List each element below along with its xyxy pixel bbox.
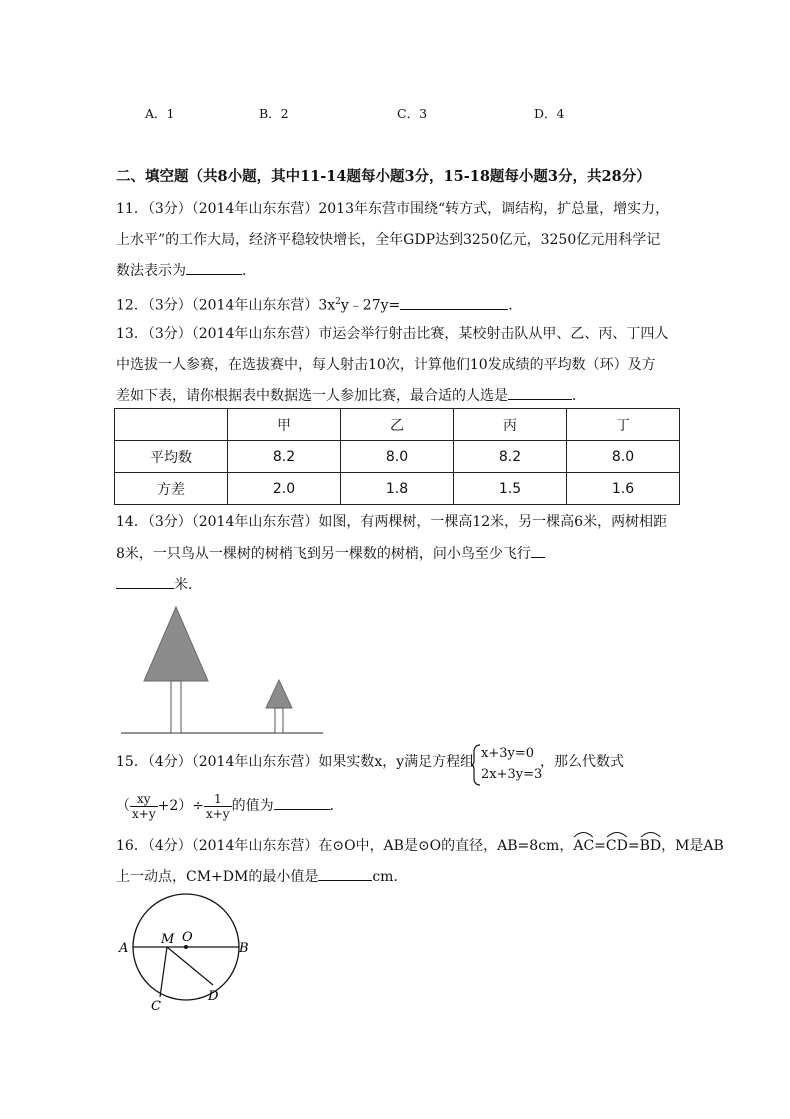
q16-unit: cm．	[372, 869, 408, 885]
arc-icon	[573, 830, 594, 838]
arc-ac	[573, 836, 594, 856]
choice-c: C．3	[397, 106, 428, 121]
table-row	[115, 473, 680, 505]
fraction-one	[204, 792, 232, 821]
table-header-row	[115, 409, 680, 441]
q16-line1	[116, 836, 724, 856]
answer-blank	[274, 795, 330, 810]
q15-value-text: 的值为	[231, 798, 274, 814]
q12-prefix: 12．（3分）（2014年山东东营）3x	[116, 297, 336, 314]
q12-suffix: y﹣27y=	[340, 297, 401, 314]
q13-line2: 中选拔一人参赛，在选拔赛中，每人射击10次，计算他们10发成绩的平均数（环）及方	[116, 357, 656, 373]
q15-plus-two: +2）÷	[157, 798, 204, 814]
arc-bd-label: BD	[639, 838, 662, 854]
q15-suffix: ，那么代数式	[540, 754, 624, 770]
center-point	[184, 945, 188, 949]
q11-line3-text: 数法表示为	[116, 263, 186, 279]
q11-line2: 上水平”的工作大局，经济平稳较快增长，全年GDP达到3250亿元，3250亿元用科学记	[116, 232, 661, 248]
answer-blank	[508, 385, 572, 400]
table-header-cell	[115, 409, 228, 441]
choice-d: D．4	[534, 106, 565, 121]
q13-end: ．	[572, 388, 586, 404]
table-header-cell: 甲	[228, 409, 341, 441]
q14-line3	[116, 574, 202, 595]
arc-bd	[640, 836, 662, 856]
q15-expression	[116, 789, 344, 823]
table-cell: 8.2	[454, 441, 567, 473]
q16-line2-text: 上一动点，CM+DM的最小值是	[116, 869, 319, 885]
table-cell: 平均数	[115, 441, 228, 473]
arc-icon	[640, 830, 662, 838]
q14-line1: 14．（3分）（2014年山东东营）如图，有两棵树，一棵高12米，另一棵高6米，两树相距	[116, 514, 668, 530]
label-o: O	[182, 930, 193, 945]
table-cell: 8.0	[341, 441, 454, 473]
q14-line2-text: 8米，一只鸟从一棵树的树梢飞到另一棵数的树梢，问小鸟至少飞行	[116, 546, 531, 562]
equals-sign: =	[627, 838, 640, 854]
answer-blank	[318, 866, 372, 881]
answer-blank	[116, 574, 174, 589]
q12-end: ．	[508, 297, 523, 314]
q15-prefix: 15．（4分）（2014年山东东营）如果实数x，y满足方程组	[116, 754, 475, 770]
choice-a: A．1	[145, 106, 175, 121]
q11-line1: 11．（3分）（2014年山东东营）2013年东营市围绕“转方式，调结构，扩总量，增实力，	[116, 201, 670, 217]
trees-figure	[112, 600, 332, 740]
table-cell: 1.8	[341, 473, 454, 505]
q13-line1: 13．（3分）（2014年山东东营）市运会举行射击比赛，某校射击队从甲、乙、丙、丁四人	[116, 326, 669, 342]
answer-blank	[400, 295, 508, 310]
label-b: B	[239, 941, 249, 956]
label-c: C	[151, 999, 161, 1014]
arc-cd-label: CD	[605, 838, 628, 854]
q11-line3	[116, 260, 256, 281]
table-cell: 2.0	[228, 473, 341, 505]
q15-end: ．	[329, 798, 344, 814]
equals-sign: =	[594, 838, 606, 854]
short-tree	[266, 680, 292, 733]
q14-line2	[116, 543, 545, 564]
q13-line3	[116, 385, 586, 406]
fraction-denominator: x+y	[132, 806, 156, 821]
answer-blank	[531, 543, 545, 558]
q14-line3-end: 米．	[174, 577, 202, 593]
q11-end: ．	[242, 263, 256, 279]
tall-tree	[144, 607, 208, 733]
label-d: D	[208, 989, 219, 1004]
answer-blank	[186, 260, 242, 275]
q15-eq1: x+3y=0	[481, 746, 535, 761]
circle-figure	[112, 892, 262, 1017]
section-heading: 二、填空题（共8小题，其中11-14题每小题3分，15-18题每小题3分，共28分）	[116, 168, 651, 185]
table-header-cell: 乙	[341, 409, 454, 441]
scores-table	[114, 408, 680, 505]
arc-icon	[606, 830, 628, 838]
label-m: M	[161, 932, 175, 947]
fraction-numerator: 1	[204, 792, 232, 807]
fraction-xy	[130, 792, 158, 821]
q16-line2	[116, 866, 407, 887]
table-cell: 1.5	[454, 473, 567, 505]
table-row	[115, 441, 680, 473]
q16-prefix: 16．（4分）（2014年山东东营）在⊙O中，AB是⊙O的直径，AB=8cm，	[116, 838, 574, 854]
choice-b: B．2	[259, 106, 289, 121]
q13-line3-text: 差如下表，请你根据表中数据选一人参加比赛，最合适的人选是	[116, 388, 508, 404]
table-cell: 1.6	[567, 473, 680, 505]
q12-line	[116, 292, 522, 316]
table-header-cell: 丁	[567, 409, 680, 441]
table-header-cell: 丙	[454, 409, 567, 441]
table-cell: 8.2	[228, 441, 341, 473]
fraction-denominator: x+y	[205, 806, 230, 821]
segment-mc	[160, 947, 167, 997]
table-cell: 8.0	[567, 441, 680, 473]
fraction-numerator: xy	[130, 792, 158, 807]
q16-suffix: ，M是AB	[661, 838, 724, 854]
segment-md	[167, 947, 213, 985]
table-cell: 方差	[115, 473, 228, 505]
label-a: A	[119, 941, 129, 956]
arc-ac-label: AC	[573, 838, 595, 854]
q12-superscript: 2	[335, 297, 341, 307]
q15-open-paren: （	[116, 798, 130, 814]
arc-cd	[606, 836, 628, 856]
q15-eq2: 2x+3y=3	[481, 767, 543, 782]
